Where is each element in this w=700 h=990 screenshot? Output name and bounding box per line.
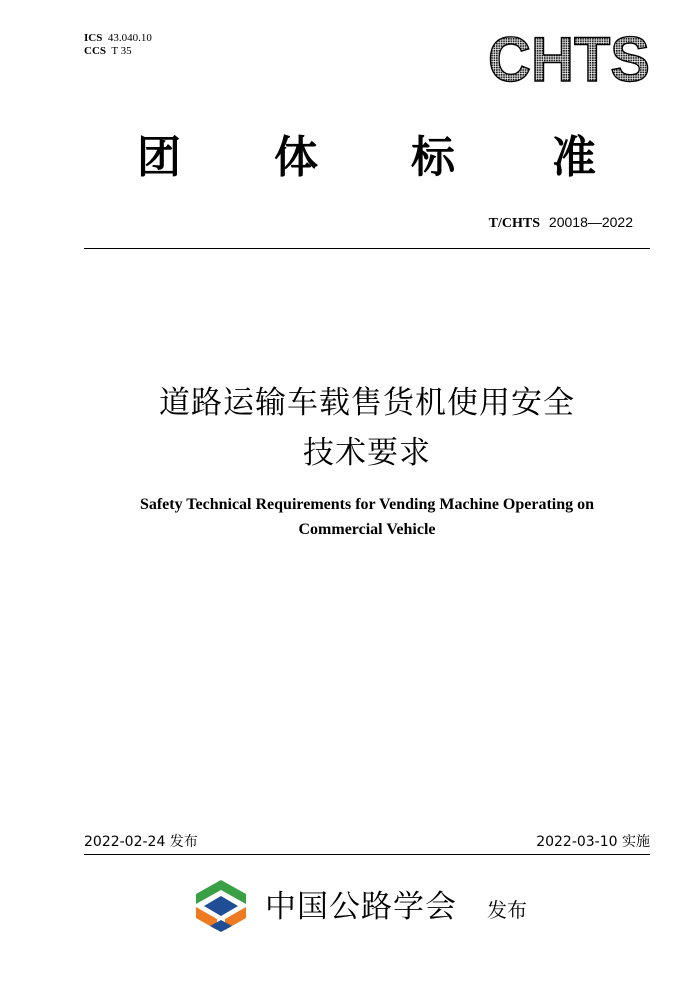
title-cn-line2: 技术要求 (303, 435, 431, 471)
standard-number (489, 213, 633, 233)
ccs-code: T 35 (111, 45, 132, 57)
standard-type-char: 团 (137, 132, 181, 183)
top-divider (84, 248, 650, 249)
ics-label: ICS (84, 32, 103, 44)
standard-number-prefix: T/CHTS (488, 216, 541, 231)
chts-logo-text: CHTS (488, 26, 650, 90)
title-en-line1: Safety Technical Requirements for Vending Machine Operating on (139, 496, 595, 513)
standard-type-char: 准 (552, 132, 596, 183)
publisher-action: 发布 (487, 898, 527, 922)
ccs-line (84, 45, 152, 58)
ics-code: 43.040.10 (107, 32, 152, 44)
title-en-line2: Commercial Vehicle (298, 521, 436, 538)
logo-blue-shape (204, 896, 238, 916)
classification-codes (84, 32, 152, 58)
publisher-name: 中国公路学会 (265, 889, 457, 925)
issue-date: 2022-02-24 发布 (84, 834, 198, 850)
ccs-label: CCS (84, 45, 107, 57)
ics-line (84, 32, 152, 45)
chts-logo (484, 26, 654, 90)
publisher-logo-icon (196, 880, 246, 932)
bottom-divider (84, 854, 650, 855)
standard-type-char: 标 (411, 132, 455, 183)
title-cn-line1: 道路运输车载售货机使用安全 (159, 385, 575, 421)
implementation-date: 2022-03-10 实施 (536, 834, 650, 850)
standard-type-char: 体 (274, 132, 318, 183)
standard-number-value: 20018—2022 (548, 214, 633, 230)
